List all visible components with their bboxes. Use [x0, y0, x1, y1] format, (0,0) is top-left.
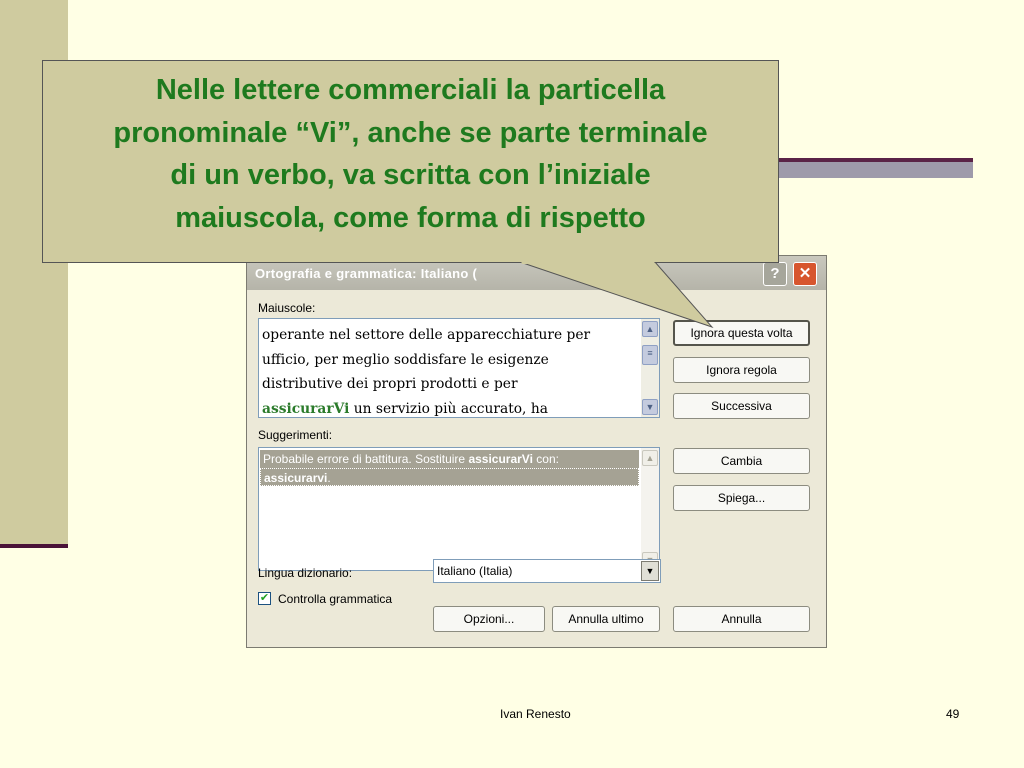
callout-text — [43, 69, 778, 239]
explain-button[interactable]: Spiega... — [673, 485, 810, 511]
ignore-once-button[interactable]: Ignora questa volta — [673, 320, 810, 346]
footer-page-number: 49 — [946, 707, 960, 721]
scroll-up-icon[interactable]: ▲ — [642, 321, 658, 337]
suggestion-item-text: assicurarvi — [264, 471, 328, 485]
callout-line: di un verbo, va scritta con l’iniziale — [170, 159, 651, 191]
error-type-label: Maiuscole: — [258, 301, 316, 315]
options-button[interactable]: Opzioni... — [433, 606, 545, 632]
error-line-rest: un servizio più accurato, ha — [349, 400, 548, 417]
callout-line: pronominale “Vi”, anche se parte terminale — [113, 116, 708, 149]
close-button[interactable]: ✕ — [793, 262, 817, 286]
error-line: operante nel settore delle apparecchiature per — [262, 327, 591, 343]
suggestion-suffix: con: — [532, 452, 559, 466]
suggestion-prefix: Probabile errore di battitura. Sostituire — [263, 452, 469, 466]
flagged-word: assicurarVi — [262, 400, 350, 417]
footer-author: Ivan Renesto — [500, 707, 571, 721]
callout-box — [42, 60, 779, 263]
callout-line: maiuscola, come forma di rispetto — [175, 201, 646, 234]
dictionary-value: Italiano (Italia) — [437, 564, 513, 578]
change-button[interactable]: Cambia — [673, 448, 810, 474]
grammar-check-label: Controlla grammatica — [278, 592, 393, 606]
dialog-title: Ortografia e grammatica: Italiano ( — [255, 266, 478, 281]
suggestion-item-period: . — [327, 471, 331, 485]
error-line: distributive dei propri prodotti e per — [262, 376, 518, 392]
grammar-check-checkbox[interactable]: ✔ — [259, 592, 270, 604]
scroll-up-icon[interactable]: ▲ — [642, 450, 658, 466]
scroll-thumb[interactable]: ≡ — [642, 345, 658, 365]
cancel-button[interactable]: Annulla — [673, 606, 810, 632]
dictionary-label: Lingua dizionario: — [258, 566, 353, 580]
next-button[interactable]: Successiva — [673, 393, 810, 419]
chevron-down-icon[interactable]: ▼ — [641, 561, 659, 581]
help-button[interactable]: ? — [763, 262, 787, 286]
suggestions-label: Suggerimenti: — [258, 428, 333, 442]
scroll-down-icon[interactable]: ▼ — [642, 399, 658, 415]
undo-last-button[interactable]: Annulla ultimo — [552, 606, 660, 632]
error-line: ufficio, per meglio soddisfare le esigenze — [262, 351, 549, 368]
suggestion-word: assicurarVi — [468, 452, 533, 466]
ignore-rule-button[interactable]: Ignora regola — [673, 357, 810, 383]
callout-line: Nelle lettere commerciali la particella — [155, 74, 666, 106]
